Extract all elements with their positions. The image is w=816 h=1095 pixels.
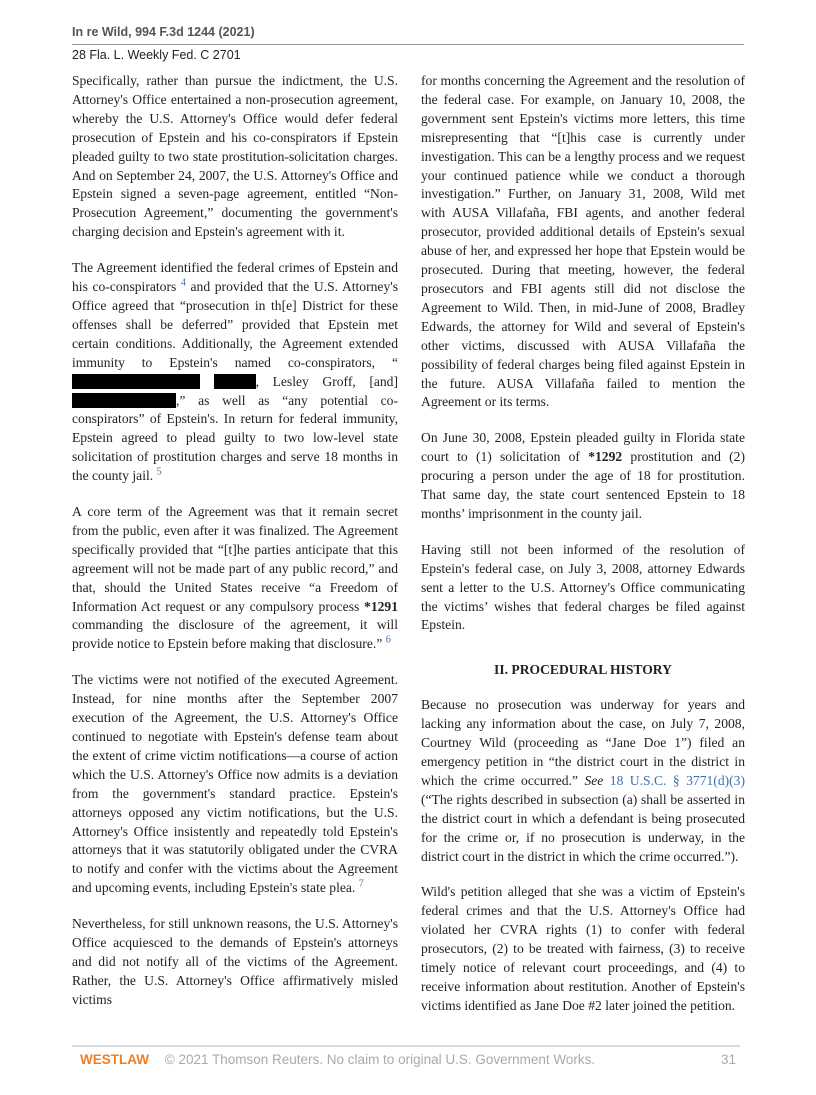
footnote-link-6[interactable]: 6 bbox=[385, 634, 391, 646]
text: prostitution and (2) procuring a person under the age of 18 for prostitution. That same day, the state court sentenced Epstein to 18 months’ imprisonment in the county jail. bbox=[421, 449, 745, 521]
westlaw-logo: WESTLAW bbox=[80, 1051, 149, 1067]
left-column bbox=[72, 72, 398, 1027]
statute-link[interactable]: 18 U.S.C. § 3771(d)(3) bbox=[609, 772, 745, 788]
paragraph: Wild's petition alleged that she was a victim of Epstein's federal crimes and that the U.S. Attorney's Office had violated her CVRA rights (1) to confer with federal prosecutors, (2) to be treated with fairness, (3) to receive timely notice of relevant court proceedings, and (4) to receive information about restitution. Another of Epstein's victims identified as Jane Doe #2 later joined the petition. bbox=[421, 884, 745, 1013]
section-heading: II. PROCEDURAL HISTORY bbox=[494, 662, 672, 678]
copyright-notice: © 2021 Thomson Reuters. No claim to original U.S. Government Works. bbox=[164, 1051, 596, 1067]
text: Because no prosecution was underway for years and lacking any information about the case, on July 7, 2008, Courtney Wild (proceeding as “Jane Doe 1”) filed an emergency petition in “the district court in the district in which the crime occurred.” bbox=[421, 697, 745, 788]
text: A core term of the Agreement was that it remain secret from the public, even after it was finalized. The Agreement specifically provided that “[t]he parties anticipate that this agreement will not be made part of any public record,” and that, should the United States receive “a Freedom of Information Act request or any compulsory process bbox=[72, 504, 398, 614]
paragraph bbox=[72, 671, 398, 898]
star-page-1291: *1291 bbox=[364, 598, 398, 614]
paragraph bbox=[72, 259, 398, 486]
paragraph bbox=[421, 429, 745, 524]
footnote-link-7[interactable]: 7 bbox=[358, 878, 364, 890]
paragraph: for months concerning the Agreement and the resolution of the federal case. For example, on January 10, 2008, the government sent Epstein's victims more letters, this time misrepresenting that “[t]his case is currently under investigation. This can be a lengthy process and we request your continued patience while we conduct a thorough investigation.” Further, on January 31, 2008, Wild met with AUSA Villafaña, FBI agents, and another federal prosecutor, provided additional details of Epstein's sexual abuse of her, and expressed her hope that Epstein would be prosecuted. During that meeting, however, the federal prosecutors and FBI agents still did not disclose the Agreement to Wild. Then, in mid-June of 2008, Bradley Edwards, the attorney for Wild and several of Epstein's other victims, discussed with AUSA Villafaña the possibility of federal charges being filed against Epstein in the future. AUSA Villafaña failed to mention the Agreement or its terms. bbox=[421, 73, 745, 410]
text: The Agreement identified the federal crimes of Epstein and his co-conspirators bbox=[72, 260, 398, 295]
redaction bbox=[72, 393, 176, 408]
parallel-citation: 28 Fla. L. Weekly Fed. C 2701 bbox=[72, 48, 241, 62]
text: (“The rights described in subsection (a) shall be asserted in the district court in which a defendant is being prosecuted for the crime or, if no prosecution is underway, in the district court in the district in which the crime occurred.”). bbox=[421, 791, 745, 864]
footer-divider bbox=[72, 1045, 740, 1047]
paragraph: Nevertheless, for still unknown reasons, the U.S. Attorney's Office acquiesced to the demands of Epstein's attorneys and did not notify all of the victims of the Agreement. Rather, the U.S. Attorney's Office affirmatively misled victims bbox=[72, 916, 398, 1007]
text: On June 30, 2008, Epstein pleaded guilty in Florida state court to (1) solicitation of bbox=[421, 430, 745, 465]
header-divider bbox=[72, 44, 744, 45]
paragraph bbox=[72, 503, 398, 654]
footer-area bbox=[72, 1033, 744, 1095]
body-columns bbox=[72, 72, 745, 1033]
paragraph: Having still not been informed of the resolution of Epstein's federal case, on July 3, 2008, attorney Edwards sent a letter to the U.S. Attorney's Office communicating the victims’ wishes that federal charges be filed against Epstein. bbox=[421, 541, 745, 633]
text: The victims were not notified of the executed Agreement. Instead, for nine months after the September 2007 execution of the Agreement, the U.S. Attorney's Office continued to negotiate with Epstein's defense team about the extent of crime victim notifications—a course of action which the U.S. Attorney's Office now admits is a deviation from the government's standard practice. Epstein's attorneys opposed any victim notifications, but the U.S. Attorney's Office insistently and repeatedly told Epstein's attorneys that it was statutorily obligated under the CVRA to notify and confer with the victims about the Agreement and upcoming events, including Epstein's state plea. bbox=[72, 672, 398, 896]
page-number: 31 bbox=[720, 1051, 736, 1067]
paragraph: Specifically, rather than pursue the indictment, the U.S. Attorney's Office entertained a non-prosecution agreement, whereby the U.S. Attorney's Office would defer federal prosecution of Epstein and his co-conspirators if Epstein pleaded guilty to two state prostitution-solicitation charges. And on September 24, 2007, the U.S. Attorney's Office and Epstein signed a seven-page agreement, entitled “Non-Prosecution Agreement,” documenting the government's charging decision and Epstein's agreement with it. bbox=[72, 73, 398, 240]
redaction bbox=[72, 374, 200, 389]
star-page-1292: *1292 bbox=[588, 449, 623, 465]
right-column bbox=[421, 72, 745, 1033]
footer bbox=[80, 1051, 740, 1069]
paragraph bbox=[421, 696, 745, 866]
text: commanding the disclosure of the agreement, it will provide notice to Epstein before making that disclosure.” bbox=[72, 617, 398, 652]
text: , Lesley Groff, [and] bbox=[255, 373, 399, 389]
redaction bbox=[214, 374, 256, 389]
text: ,” as well as “any potential co-conspirators” of Epstein's. In return for federal immunity, Epstein agreed to plead guilty to two low-level state solicitation of prostitution charges and serve 18 months in the county jail. bbox=[72, 392, 398, 484]
footnote-link-4[interactable]: 4 bbox=[180, 277, 186, 289]
signal-see: See bbox=[584, 772, 604, 788]
text: and provided that the U.S. Attorney's Office agreed that “prosecution in th[e] District for these offenses shall be deferred” provided that Epstein met certain conditions. Additionally, the Agreement extended immunity to Epstein's named co-conspirators, “ bbox=[72, 279, 398, 370]
footnote-link-5[interactable]: 5 bbox=[156, 466, 162, 478]
case-citation: In re Wild, 994 F.3d 1244 (2021) bbox=[72, 25, 255, 39]
